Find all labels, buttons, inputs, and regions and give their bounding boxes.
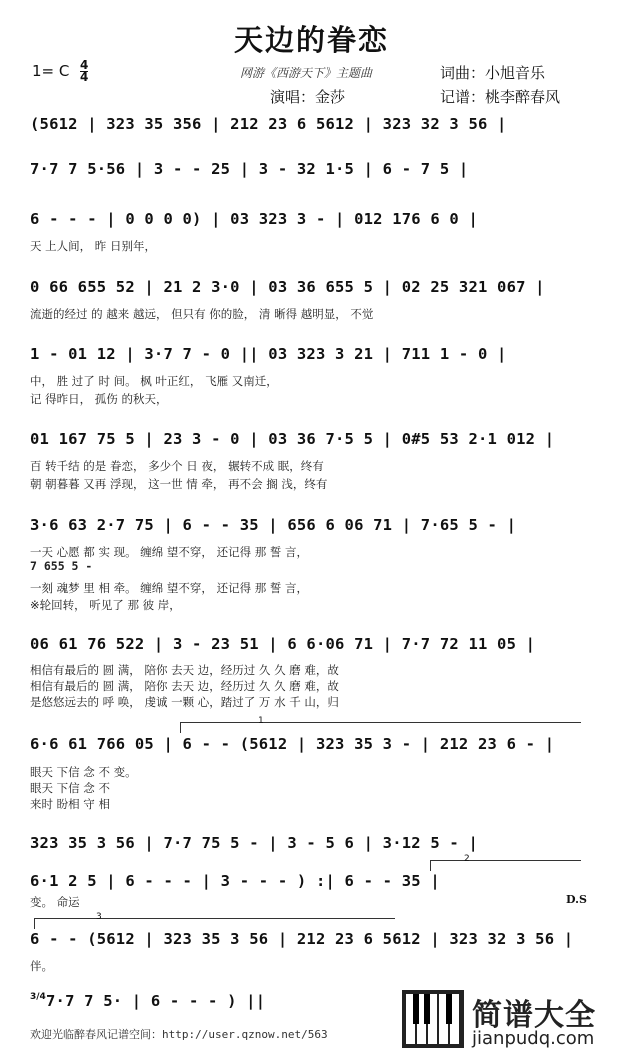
score-row-13: 7·7 7 5· | 6 - - - ) || xyxy=(46,992,266,1010)
lyric-row-4: 流逝的经过 的 越来 越远， 但只有 你的脸， 清 晰得 越明显， 不觉 xyxy=(30,307,374,321)
alt-notes-row-7: 7 655 5 - xyxy=(30,559,93,573)
lyric-row-9a: 眼天 下信 念 不 变。 xyxy=(30,765,137,779)
lyric-row-7c: ※轮回转， 听见了 那 彼 岸， xyxy=(30,598,181,612)
volta-1-bracket xyxy=(180,722,581,733)
score-row-7: 3·6 63 2·7 75 | 6 - - 35 | 656 6 06 71 | 7·65 5 - | xyxy=(30,516,517,534)
logo-url-text: jianpudq.com xyxy=(472,1028,595,1049)
lyric-row-8b: 相信有最后的 圆 满， 陪你 去天 边，经历过 久 久 磨 难，故 xyxy=(30,679,339,693)
lyric-row-9b: 眼天 下信 念 不 xyxy=(30,781,110,795)
lyric-row-5a: 中， 胜 过了 时 间。 枫 叶正红， 飞雁 又南迁， xyxy=(30,374,278,388)
score-row-11: 6·1 2 5 | 6 - - - | 3 - - - ) :| 6 - - 35 | xyxy=(30,872,440,890)
lyric-row-12: 伴。 xyxy=(30,959,53,973)
score-row-3: 6 - - - | 0 0 0 0) | 03 323 3 - | 012 176 6 0 | xyxy=(30,210,478,228)
score-row-5: 1 - 01 12 | 3·7 7 - 0 || 03 323 3 21 | 711 1 - 0 | xyxy=(30,345,507,363)
time-signature-bottom: 4 xyxy=(80,70,89,84)
score-row-9: 6·6 61 766 05 | 6 - - (5612 | 323 35 3 - | 212 23 6 - | xyxy=(30,735,555,753)
score-row-2: 7·7 7 5·56 | 3 - - 25 | 3 - 32 1·5 | 6 - 7 5 | xyxy=(30,160,469,178)
lyric-row-6a: 百 转千结 的是 眷恋， 多少个 日 夜， 辗转不成 眠，终有 xyxy=(30,459,324,473)
time-signature-top: 4 xyxy=(80,58,89,72)
singer: 演唱：金莎 xyxy=(270,88,346,106)
score-row-4: 0 66 655 52 | 21 2 3·0 | 03 36 655 5 | 02 25 321 067 | xyxy=(30,278,545,296)
volta-3-number: 3 xyxy=(96,912,102,922)
da-segno-mark: D.S xyxy=(566,893,587,906)
volta-3-bracket xyxy=(34,918,395,929)
score-row-10: 323 35 3 56 | 7·7 75 5 - | 3 - 5 6 | 3·12 5 - | xyxy=(30,834,478,852)
lyric-row-8c: 是悠悠远去的 呼 唤， 虔诚 一颗 心，踏过了 万 水 千 山，归 xyxy=(30,695,339,709)
score-row-6: 01 167 75 5 | 23 3 - 0 | 03 36 7·5 5 | 0#5 53 2·1 012 | xyxy=(30,430,555,448)
key-signature: 1= C xyxy=(32,62,70,80)
lyric-row-11: 变。 命运 xyxy=(30,895,80,909)
lyric-row-7a: 一天 心愿 都 实 现。 缠绵 望不穿， 还记得 那 誓 言， xyxy=(30,545,309,559)
score-row-12: 6 - - (5612 | 323 35 3 56 | 212 23 6 5612 | 323 32 3 56 | xyxy=(30,930,574,948)
lyric-row-9c: 来时 盼相 守 相 xyxy=(30,797,110,811)
volta-2-bracket xyxy=(430,860,581,871)
lyric-row-7b: 一刻 魂梦 里 相 牵。 缠绵 望不穿， 还记得 那 誓 言， xyxy=(30,581,309,595)
time-signature-change: 3/4 xyxy=(30,992,46,1002)
song-title: 天边的眷恋 xyxy=(233,23,389,57)
lyric-row-3: 天 上人间， 昨 日别年， xyxy=(30,239,156,253)
logo-chinese-text: 简谱大全 xyxy=(472,998,596,1033)
lyric-row-8a: 相信有最后的 圆 满， 陪你 去天 边，经历过 久 久 磨 难，故 xyxy=(30,663,339,677)
piano-keys-icon xyxy=(402,990,464,1048)
transcriber: 记谱：桃李醉春风 xyxy=(440,88,561,106)
subtitle: 网游《西游天下》主题曲 xyxy=(240,66,373,80)
score-row-1: (5612 | 323 35 356 | 212 23 6 5612 | 323 32 3 56 | xyxy=(30,115,507,133)
composer: 词曲：小旭音乐 xyxy=(440,64,546,82)
footer-text: 欢迎光临醉春风记谱空间：http://user.qznow.net/563 xyxy=(30,1028,328,1041)
volta-1-number: 1 xyxy=(258,716,264,726)
site-logo xyxy=(402,990,602,1052)
lyric-row-5b: 记 得昨日， 孤伤 的秋天， xyxy=(30,392,168,406)
volta-2-number: 2 xyxy=(464,854,470,864)
lyric-row-6b: 朝 朝暮暮 又再 浮现， 这一世 情 牵， 再不会 搁 浅，终有 xyxy=(30,477,328,491)
score-row-8: 06 61 76 522 | 3 - 23 51 | 6 6·06 71 | 7·7 72 11 05 | xyxy=(30,635,536,653)
time-signature xyxy=(80,60,88,83)
